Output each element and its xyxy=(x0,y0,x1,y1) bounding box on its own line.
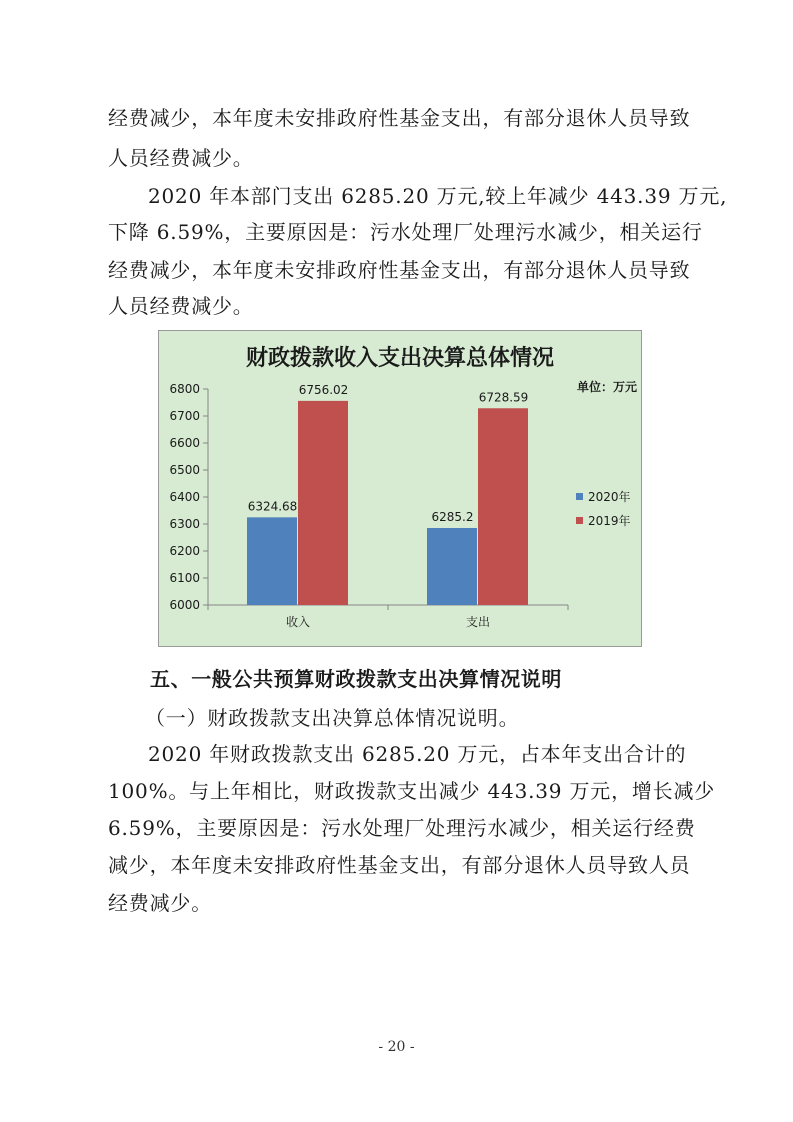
paragraph-line: 6.59%，主要原因是：污水处理厂处理污水减少，相关运行经费 xyxy=(108,816,696,840)
bar-data-label: 6728.59 xyxy=(478,390,529,405)
paragraph-line: 下降 6.59%，主要原因是：污水处理厂处理污水减少，相关运行 xyxy=(108,220,703,244)
bar-2019年-支出 xyxy=(478,408,528,605)
bar-data-label: 6324.68 xyxy=(247,499,298,514)
y-tick-label: 6200 xyxy=(169,544,200,558)
paragraph-line: 减少，本年度未安排政府性基金支出，有部分退休人员导致人员 xyxy=(108,853,691,877)
y-tick-label: 6600 xyxy=(169,436,200,450)
legend-swatch xyxy=(576,517,583,524)
y-tick-label: 6800 xyxy=(169,382,200,396)
bar-2019年-收入 xyxy=(298,401,348,605)
y-tick-label: 6100 xyxy=(169,571,200,585)
chart-svg xyxy=(159,331,641,646)
chart-unit-label: 单位：万元 xyxy=(576,380,637,394)
legend-swatch xyxy=(576,493,583,500)
paragraph-line: 100%。与上年相比，财政拨款支出减少 443.39 万元，增长减少 xyxy=(108,779,716,803)
category-label: 支出 xyxy=(465,615,491,629)
page-number: - 20 - xyxy=(378,1039,415,1055)
paragraph-line: 人员经费减少。 xyxy=(108,146,254,170)
paragraph-line: 经费减少，本年度未安排政府性基金支出，有部分退休人员导致 xyxy=(108,106,691,130)
paragraph-line: 2020 年本部门支出 6285.20 万元,较上年减少 443.39 万元, xyxy=(148,184,728,208)
legend-label: 2020年 xyxy=(588,490,631,504)
paragraph-line: 经费减少。 xyxy=(108,891,212,915)
bar-data-label: 6285.2 xyxy=(431,509,474,524)
y-tick-label: 6400 xyxy=(169,490,200,504)
subsection-heading: （一）财政拨款支出决算总体情况说明。 xyxy=(145,706,520,730)
paragraph-line: 人员经费减少。 xyxy=(108,294,254,318)
bar-chart xyxy=(158,330,642,647)
paragraph-line: 2020 年财政拨款支出 6285.20 万元，占本年支出合计的 xyxy=(148,742,687,766)
y-tick-label: 6500 xyxy=(169,463,200,477)
bar-2020年-支出 xyxy=(427,528,477,605)
paragraph-line: 经费减少，本年度未安排政府性基金支出，有部分退休人员导致 xyxy=(108,258,691,282)
chart-title: 财政拨款收入支出决算总体情况 xyxy=(245,346,555,371)
y-tick-label: 6700 xyxy=(169,409,200,423)
bar-2020年-收入 xyxy=(247,517,297,605)
legend-label: 2019年 xyxy=(588,514,631,528)
section-heading: 五、一般公共预算财政拨款支出决算情况说明 xyxy=(150,667,562,691)
category-label: 收入 xyxy=(285,615,311,629)
y-tick-label: 6000 xyxy=(169,598,200,612)
bar-data-label: 6756.02 xyxy=(298,382,349,397)
y-tick-label: 6300 xyxy=(169,517,200,531)
